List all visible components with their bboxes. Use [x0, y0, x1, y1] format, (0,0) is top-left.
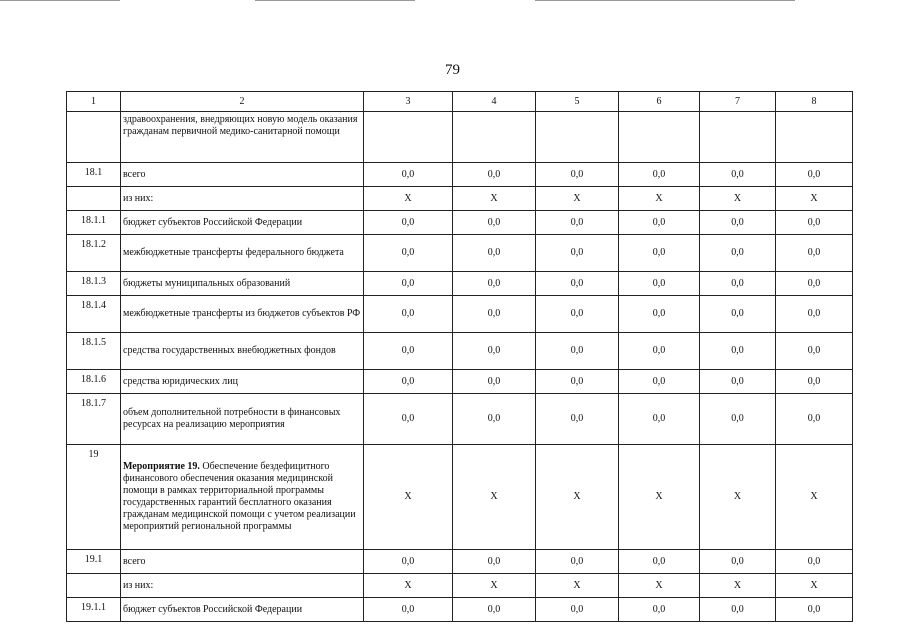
value-cell: 0,0: [364, 211, 453, 235]
value-cell: 0,0: [776, 235, 853, 272]
row-number: 18.1.1: [67, 211, 121, 235]
row-label: бюджет субъектов Российской Федерации: [121, 211, 364, 235]
value-cell: 0,0: [776, 272, 853, 296]
row-label: здравоохранения, внедряющих новую модель оказания гражданам первичной медико-санитарной помощи: [121, 112, 364, 163]
column-header: 4: [453, 92, 536, 112]
value-cell: 0,0: [619, 598, 700, 622]
value-cell: 0,0: [776, 333, 853, 370]
value-cell: 0,0: [453, 211, 536, 235]
table-row: [67, 211, 853, 235]
table-row: [67, 112, 853, 163]
value-cell: 0,0: [536, 394, 619, 445]
value-cell: 0,0: [364, 370, 453, 394]
value-cell: 0,0: [364, 333, 453, 370]
value-cell: X: [536, 445, 619, 550]
value-cell: 0,0: [776, 550, 853, 574]
value-cell: 0,0: [453, 333, 536, 370]
value-cell: 0,0: [453, 394, 536, 445]
row-label: средства юридических лиц: [121, 370, 364, 394]
row-number: 19: [67, 445, 121, 550]
budget-table: [66, 91, 853, 622]
value-cell: X: [700, 187, 776, 211]
value-cell: 0,0: [364, 598, 453, 622]
value-cell: X: [364, 574, 453, 598]
table-row: [67, 550, 853, 574]
value-cell: 0,0: [536, 163, 619, 187]
value-cell: 0,0: [700, 394, 776, 445]
column-header: 1: [67, 92, 121, 112]
row-label: [121, 445, 364, 550]
row-number: 18.1.4: [67, 296, 121, 333]
value-cell: 0,0: [619, 235, 700, 272]
measure-title: Мероприятие 19.: [123, 461, 200, 472]
value-cell: X: [453, 187, 536, 211]
value-cell: 0,0: [536, 211, 619, 235]
value-cell: [776, 112, 853, 163]
table-row: [67, 333, 853, 370]
column-header: 3: [364, 92, 453, 112]
value-cell: 0,0: [700, 296, 776, 333]
row-number: [67, 112, 121, 163]
row-label: межбюджетные трансферты из бюджетов субъектов РФ: [121, 296, 364, 333]
value-cell: X: [700, 445, 776, 550]
top-rule-right: [535, 0, 795, 1]
value-cell: 0,0: [776, 211, 853, 235]
value-cell: X: [619, 574, 700, 598]
value-cell: X: [776, 574, 853, 598]
value-cell: X: [776, 445, 853, 550]
table-row: [67, 394, 853, 445]
budget-table-body: [67, 92, 853, 622]
value-cell: 0,0: [536, 235, 619, 272]
value-cell: [536, 112, 619, 163]
value-cell: X: [364, 187, 453, 211]
row-label: объем дополнительной потребности в финансовых ресурсах на реализацию мероприятия: [121, 394, 364, 445]
value-cell: 0,0: [700, 163, 776, 187]
table-row: [67, 598, 853, 622]
column-header: 7: [700, 92, 776, 112]
value-cell: 0,0: [453, 598, 536, 622]
row-number: 18.1.6: [67, 370, 121, 394]
value-cell: X: [700, 574, 776, 598]
table-row: [67, 445, 853, 550]
value-cell: 0,0: [453, 370, 536, 394]
table-row: [67, 235, 853, 272]
value-cell: 0,0: [453, 272, 536, 296]
table-row: [67, 370, 853, 394]
value-cell: 0,0: [536, 550, 619, 574]
value-cell: 0,0: [700, 598, 776, 622]
row-number: 18.1: [67, 163, 121, 187]
value-cell: 0,0: [536, 272, 619, 296]
value-cell: 0,0: [700, 370, 776, 394]
value-cell: X: [619, 445, 700, 550]
value-cell: 0,0: [619, 272, 700, 296]
row-number: 19.1: [67, 550, 121, 574]
row-label: средства государственных внебюджетных фондов: [121, 333, 364, 370]
value-cell: 0,0: [776, 598, 853, 622]
value-cell: 0,0: [700, 272, 776, 296]
value-cell: 0,0: [700, 333, 776, 370]
value-cell: 0,0: [536, 370, 619, 394]
value-cell: 0,0: [536, 296, 619, 333]
table-row: [67, 574, 853, 598]
page-number: 79: [445, 62, 460, 78]
table-row: [67, 272, 853, 296]
measure-description: Обеспечение бездефицитного финансового обеспечения оказания медицинской помощи в рамках территориальной программы государственных гарантий бесплатного оказания гражданам медицинской помощи с учетом реализации мероприятий региональной программы: [123, 461, 356, 532]
row-number: 19.1.1: [67, 598, 121, 622]
value-cell: 0,0: [453, 296, 536, 333]
value-cell: 0,0: [776, 296, 853, 333]
column-header: 2: [121, 92, 364, 112]
value-cell: X: [776, 187, 853, 211]
value-cell: 0,0: [619, 296, 700, 333]
value-cell: 0,0: [364, 296, 453, 333]
value-cell: 0,0: [364, 272, 453, 296]
value-cell: 0,0: [536, 333, 619, 370]
value-cell: [364, 112, 453, 163]
value-cell: X: [536, 574, 619, 598]
value-cell: 0,0: [619, 333, 700, 370]
value-cell: X: [619, 187, 700, 211]
column-header: 6: [619, 92, 700, 112]
value-cell: 0,0: [776, 394, 853, 445]
value-cell: 0,0: [536, 598, 619, 622]
value-cell: 0,0: [619, 163, 700, 187]
value-cell: 0,0: [700, 211, 776, 235]
top-rule-left: [0, 0, 120, 1]
value-cell: 0,0: [364, 235, 453, 272]
row-label: из них:: [121, 574, 364, 598]
row-number: [67, 574, 121, 598]
value-cell: 0,0: [776, 163, 853, 187]
value-cell: 0,0: [619, 550, 700, 574]
row-label: из них:: [121, 187, 364, 211]
header-row: [67, 92, 853, 112]
value-cell: X: [536, 187, 619, 211]
value-cell: 0,0: [364, 550, 453, 574]
value-cell: 0,0: [453, 550, 536, 574]
value-cell: 0,0: [619, 394, 700, 445]
table-row: [67, 187, 853, 211]
row-label: бюджет субъектов Российской Федерации: [121, 598, 364, 622]
value-cell: 0,0: [619, 211, 700, 235]
value-cell: 0,0: [453, 163, 536, 187]
value-cell: X: [453, 445, 536, 550]
value-cell: 0,0: [700, 235, 776, 272]
column-header: 8: [776, 92, 853, 112]
value-cell: 0,0: [700, 550, 776, 574]
row-number: [67, 187, 121, 211]
row-label: всего: [121, 163, 364, 187]
row-label: бюджеты муниципальных образований: [121, 272, 364, 296]
value-cell: X: [453, 574, 536, 598]
row-label: всего: [121, 550, 364, 574]
value-cell: 0,0: [364, 394, 453, 445]
table-row: [67, 296, 853, 333]
value-cell: 0,0: [364, 163, 453, 187]
column-header: 5: [536, 92, 619, 112]
value-cell: [453, 112, 536, 163]
top-rule-middle: [255, 0, 415, 1]
row-number: 18.1.7: [67, 394, 121, 445]
row-number: 18.1.5: [67, 333, 121, 370]
value-cell: [700, 112, 776, 163]
value-cell: 0,0: [776, 370, 853, 394]
value-cell: 0,0: [619, 370, 700, 394]
row-label: межбюджетные трансферты федерального бюджета: [121, 235, 364, 272]
value-cell: [619, 112, 700, 163]
value-cell: X: [364, 445, 453, 550]
row-number: 18.1.3: [67, 272, 121, 296]
row-number: 18.1.2: [67, 235, 121, 272]
value-cell: 0,0: [453, 235, 536, 272]
table-row: [67, 163, 853, 187]
